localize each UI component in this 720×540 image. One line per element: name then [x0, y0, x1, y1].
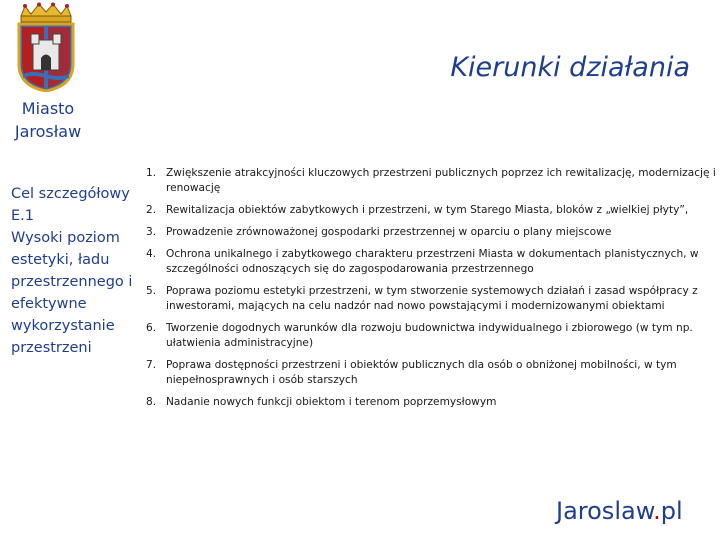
- action-text: Nadanie nowych funkcji obiektom i terenom poprzemysłowym: [166, 396, 497, 408]
- city-crest-logo: [13, 2, 79, 92]
- action-text: Rewitalizacja obiektów zabytkowych i przestrzeni, w tym Starego Miasta, bloków z „wielkiej płyty”,: [166, 204, 689, 216]
- action-list: [146, 166, 716, 417]
- action-number: 4.: [146, 248, 157, 260]
- city-label-line: Jarosław: [14, 122, 82, 141]
- action-item: [146, 395, 716, 410]
- brand-tld: pl: [660, 497, 683, 525]
- action-item: [146, 203, 716, 218]
- action-item: [146, 247, 716, 277]
- action-number: 2.: [146, 204, 157, 216]
- slide-title: Kierunki działania: [450, 52, 690, 83]
- action-item: [146, 166, 716, 196]
- goal-line: estetyki, ładu: [11, 252, 110, 268]
- action-item: [146, 225, 716, 240]
- brand-name: Jaroslaw: [556, 497, 654, 525]
- action-number: 8.: [146, 396, 157, 408]
- action-number: 7.: [146, 359, 157, 371]
- action-text: Poprawa poziomu estetyki przestrzeni, w tym stworzenie systemowych działań i zasad współpracy z inwestorami, mających na celu nadzór nad nowo powstającymi i modernizowanymi obiektami: [166, 285, 698, 312]
- action-item: [146, 284, 716, 314]
- goal-line: Wysoki poziom: [11, 230, 120, 246]
- action-text: Zwiększenie atrakcyjności kluczowych przestrzeni publicznych poprzez ich rewitalizację, modernizację i renowację: [166, 167, 716, 194]
- action-text: Ochrona unikalnego i zabytkowego charakteru przestrzeni Miasta w dokumentach planistycznych, w szczególności odnoszących się do zagospodarowania przestrzennego: [166, 248, 699, 275]
- goal-line: wykorzystanie: [11, 318, 115, 334]
- action-text: Tworzenie dogodnych warunków dla rozwoju budownictwa indywidualnego i zbiorowego (w tym np. ułatwienia administracyjne): [166, 322, 693, 349]
- goal-line: przestrzeni: [11, 340, 92, 356]
- action-number: 5.: [146, 285, 157, 297]
- action-number: 1.: [146, 167, 157, 179]
- goal-line: E.1: [11, 208, 34, 224]
- goal-line: Cel szczegółowy: [11, 186, 130, 202]
- brand-dot: .: [653, 497, 661, 525]
- action-text: Prowadzenie zrównoważonej gospodarki przestrzennej w oparciu o plany miejscowe: [166, 226, 612, 238]
- crown-icon: [21, 3, 71, 23]
- action-text: Poprawa dostępności przestrzeni i obiektów publicznych dla osób o obniżonej mobilności, w tym niepełnosprawnych i osób starszych: [166, 359, 677, 386]
- goal-description: [11, 183, 141, 359]
- action-number: 3.: [146, 226, 157, 238]
- city-label: [8, 97, 88, 143]
- action-number: 6.: [146, 322, 157, 334]
- city-label-line: Miasto: [21, 99, 75, 118]
- goal-line: przestrzennego i: [11, 274, 133, 290]
- brand-wordmark: [556, 497, 683, 525]
- goal-line: efektywne: [11, 296, 87, 312]
- action-item: [146, 358, 716, 388]
- action-item: [146, 321, 716, 351]
